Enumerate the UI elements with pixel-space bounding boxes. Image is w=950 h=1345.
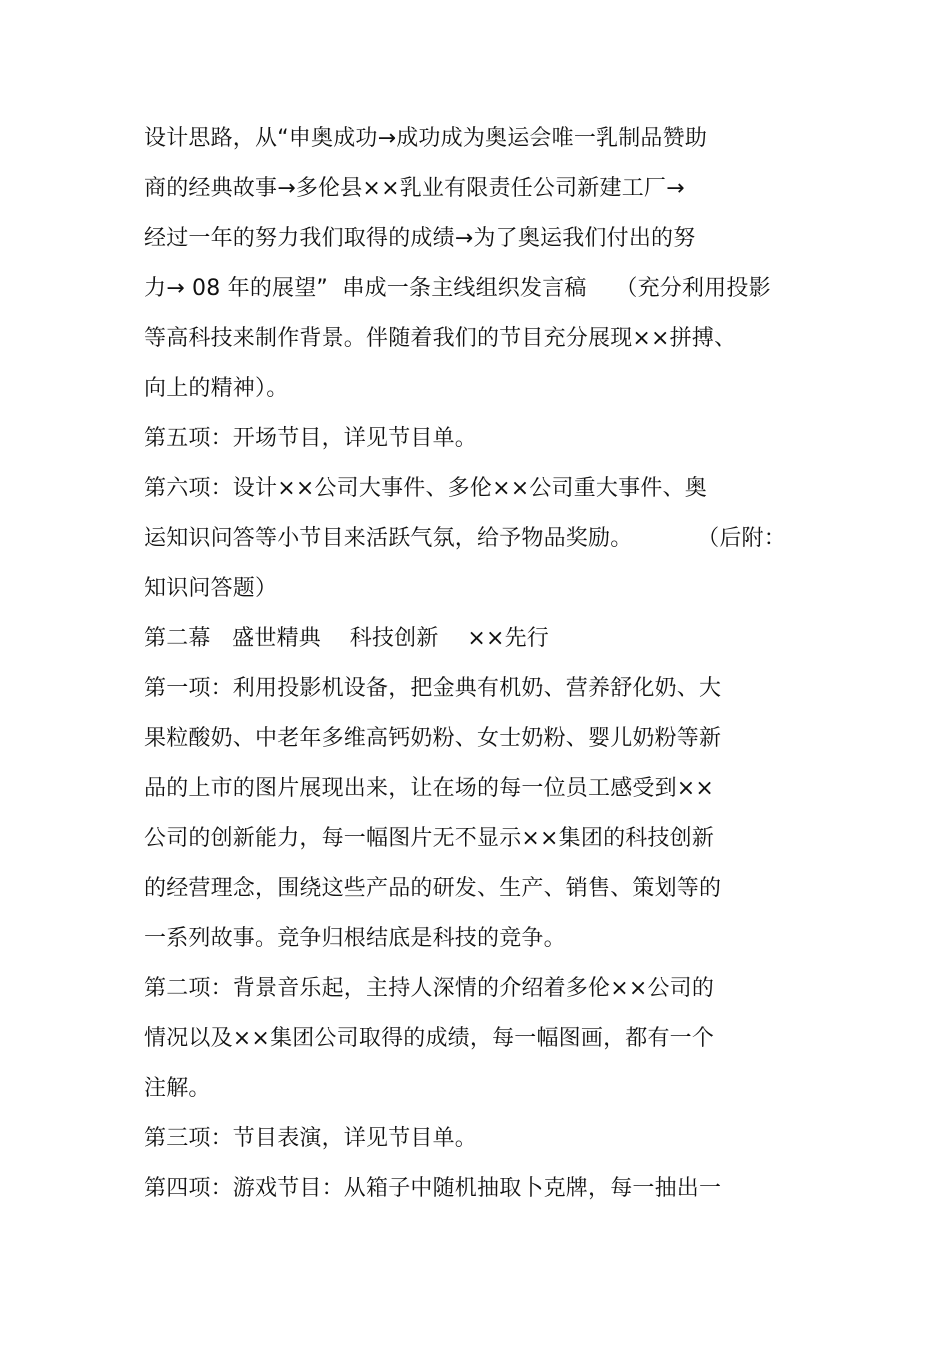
text-line: 第三项：节目表演，详见节目单。	[144, 1126, 478, 1151]
text-line: 力→ 08 年的展望” 串成一条主线组织发言稿 （充分利用投影	[144, 276, 771, 301]
text-line: 的经营理念，围绕这些产品的研发、生产、销售、策划等的	[144, 876, 722, 901]
text-line: 第六项：设计××公司大事件、多伦××公司重大事件、奥	[144, 476, 707, 501]
text-line: 公司的创新能力，每一幅图片无不显示××集团的科技创新	[144, 826, 715, 851]
text-line: 第二项：背景音乐起，主持人深情的介绍着多伦××公司的	[144, 976, 715, 1001]
text-line: 第五项：开场节目，详见节目单。	[144, 426, 478, 451]
text-line: 运知识问答等小节目来活跃气氛，给予物品奖励。 （后附：	[144, 526, 786, 551]
text-line: 设计思路，从“申奥成功→成功成为奥运会唯一乳制品赞助	[144, 126, 708, 151]
text-line: 第一项：利用投影机设备，把金典有机奶、营养舒化奶、大	[144, 676, 722, 701]
text-line: 向上的精神）。	[144, 376, 289, 401]
text-line: 情况以及××集团公司取得的成绩，每一幅图画，都有一个	[144, 1026, 715, 1051]
text-line: 知识问答题）	[144, 576, 278, 601]
text-line: 第四项：游戏节目：从箱子中随机抽取卜克牌，每一抽出一	[144, 1176, 722, 1201]
text-line: 注解。	[144, 1076, 211, 1101]
section-heading: 第二幕 盛世精典 科技创新 ××先行	[144, 626, 549, 651]
text-line: 果粒酸奶、中老年多维高钙奶粉、女士奶粉、婴儿奶粉等新	[144, 726, 722, 751]
text-line: 商的经典故事→多伦县××乳业有限责任公司新建工厂→	[144, 176, 685, 201]
text-line: 一系列故事。竞争归根结底是科技的竞争。	[144, 926, 566, 951]
text-line: 品的上市的图片展现出来，让在场的每一位员工感受到××	[144, 776, 715, 801]
text-line: 经过一年的努力我们取得的成绩→为了奥运我们付出的努	[144, 226, 696, 251]
text-line: 等高科技来制作背景。伴随着我们的节目充分展现××拼搏、	[144, 326, 737, 351]
